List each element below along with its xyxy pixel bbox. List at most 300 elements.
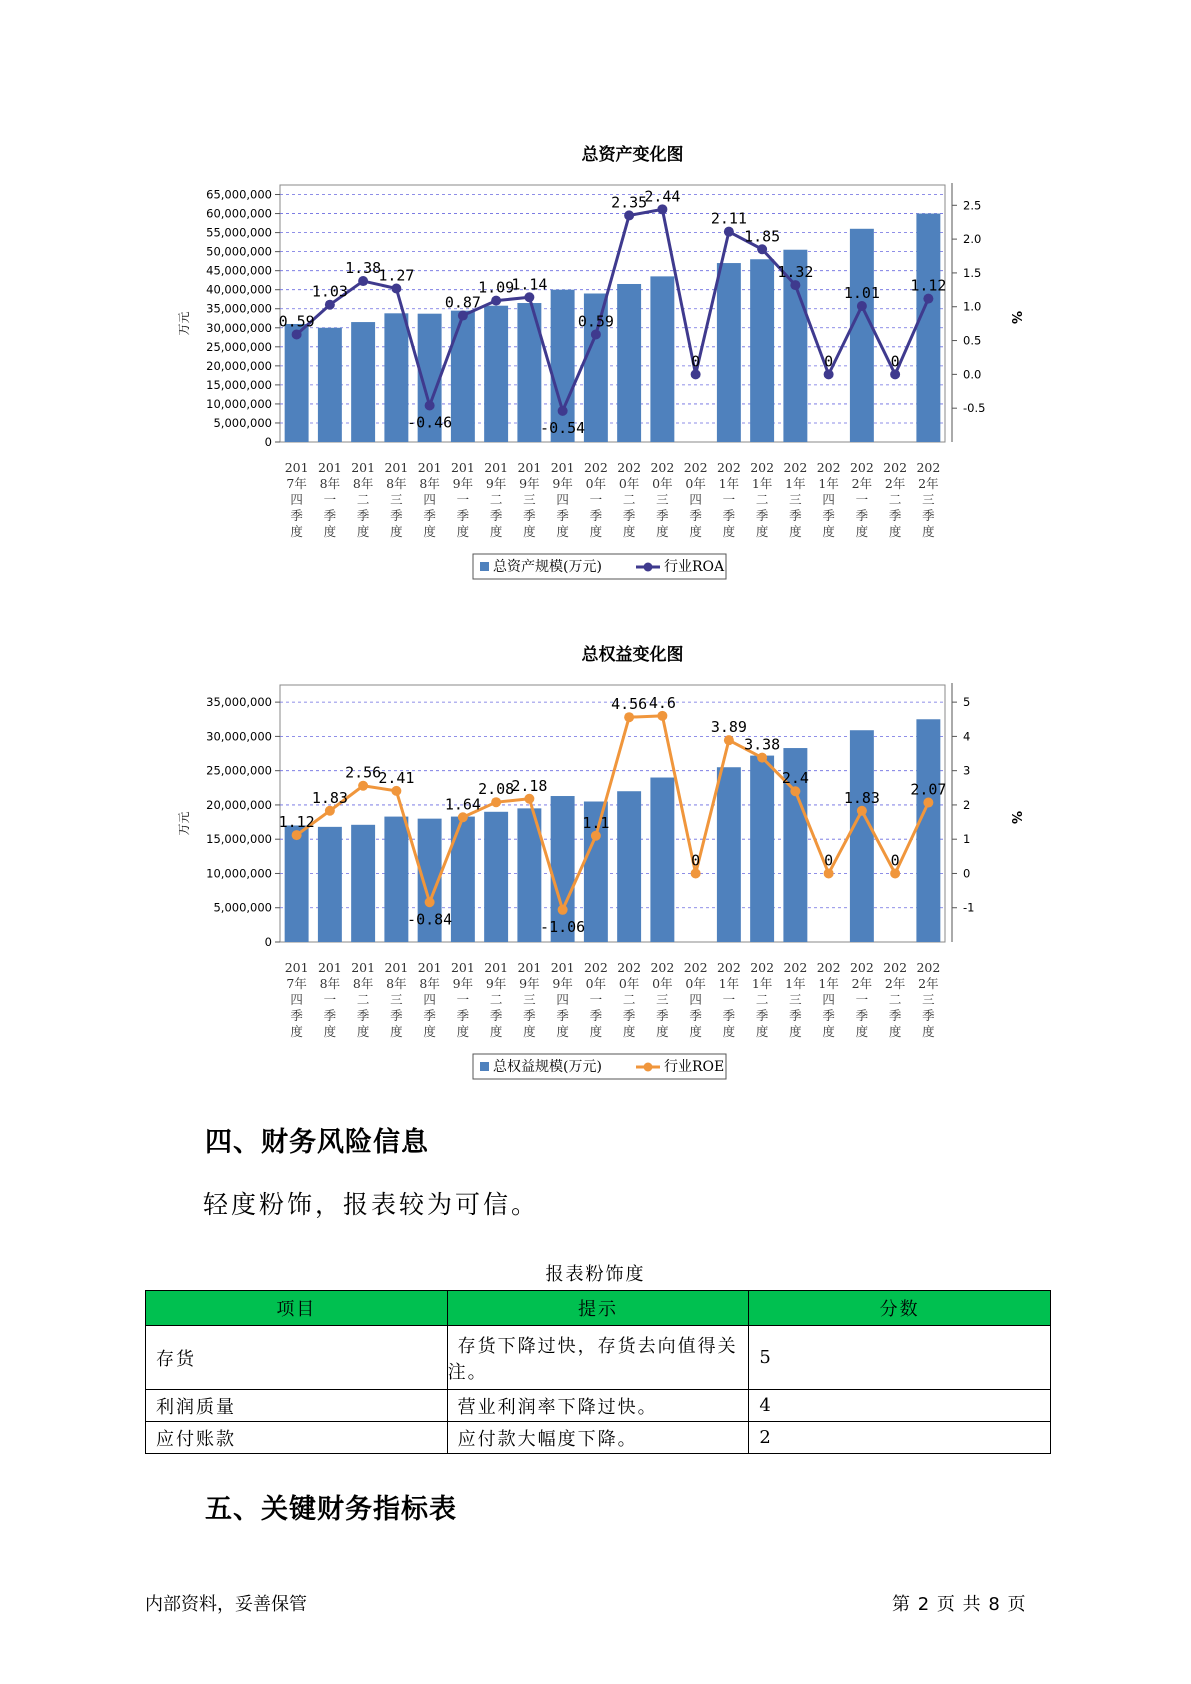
- x-tick-label: 季: [855, 508, 869, 523]
- x-tick-label: 202: [750, 460, 775, 475]
- x-tick-label: 季: [523, 508, 536, 523]
- x-tick-label: 二: [755, 992, 769, 1007]
- x-tick-label: 季: [290, 1008, 303, 1023]
- bar: [850, 229, 874, 442]
- x-tick-label: 三: [789, 492, 802, 507]
- cell-item: 应付账款: [146, 1422, 448, 1454]
- bar: [650, 276, 674, 442]
- x-tick-label: 202: [916, 960, 941, 975]
- y2-tick-label: 5: [963, 695, 971, 710]
- x-tick-label: 8年: [419, 976, 440, 991]
- cell-hint: [447, 1326, 749, 1390]
- y2-tick-label: 0.5: [963, 333, 982, 348]
- y-tick-label: 15,000,000: [206, 377, 272, 392]
- section-heading-key-indicators: 五、关键财务指标表: [205, 1494, 457, 1525]
- x-tick-label: 季: [323, 1008, 337, 1023]
- line-point: [458, 812, 468, 822]
- x-tick-label: 202: [883, 960, 908, 975]
- data-label: 2.11: [710, 209, 747, 228]
- bar: [484, 306, 508, 442]
- y-tick-label: 45,000,000: [206, 263, 272, 278]
- data-label: 2.18: [511, 776, 548, 795]
- x-tick-label: 202: [783, 960, 808, 975]
- x-tick-label: 201: [317, 960, 342, 975]
- x-tick-label: 度: [755, 524, 769, 539]
- y-tick-label: 0: [264, 435, 272, 449]
- x-tick-label: 季: [323, 508, 337, 523]
- x-tick-label: 201: [384, 460, 409, 475]
- table-row: [146, 1326, 1051, 1390]
- x-tick-label: 二: [622, 992, 636, 1007]
- x-tick-label: 9年: [485, 976, 507, 991]
- bar: [451, 311, 475, 442]
- x-tick-label: 季: [523, 1008, 536, 1023]
- line-point: [657, 711, 667, 721]
- x-tick-label: 季: [589, 1008, 603, 1023]
- x-tick-label: 一: [855, 492, 869, 507]
- x-tick-label: 度: [423, 524, 436, 539]
- y-tick-label: 20,000,000: [206, 358, 272, 373]
- data-label: 0: [691, 352, 701, 371]
- cell-hint: 应付款大幅度下降。: [447, 1422, 749, 1454]
- y-tick-label: 55,000,000: [206, 225, 272, 240]
- x-tick-label: 度: [789, 1024, 802, 1039]
- x-tick-label: 1年: [751, 476, 773, 491]
- total-assets-chart: [0, 130, 1191, 590]
- line-point: [425, 400, 435, 410]
- x-tick-label: 四: [556, 992, 569, 1007]
- x-tick-label: 季: [922, 508, 935, 523]
- line-point: [724, 735, 734, 745]
- data-label: 3.38: [744, 735, 781, 754]
- x-tick-label: 季: [822, 1008, 835, 1023]
- x-tick-label: 度: [423, 1024, 436, 1039]
- x-tick-label: 二: [888, 492, 902, 507]
- bar: [916, 214, 940, 442]
- y-tick-label: 20,000,000: [206, 797, 272, 812]
- line-point: [923, 798, 933, 808]
- x-tick-label: 8年: [386, 976, 407, 991]
- y-tick-label: 10,000,000: [206, 396, 272, 411]
- data-label: 2.35: [611, 193, 648, 212]
- y2-tick-label: 2: [963, 797, 971, 812]
- x-tick-label: 季: [755, 1008, 769, 1023]
- x-tick-label: 201: [284, 960, 309, 975]
- x-tick-label: 度: [622, 524, 636, 539]
- x-tick-label: 0年: [652, 476, 673, 491]
- x-tick-label: 季: [423, 1008, 436, 1023]
- x-tick-label: 度: [888, 1024, 902, 1039]
- x-tick-label: 三: [656, 992, 669, 1007]
- x-tick-label: 度: [523, 524, 536, 539]
- x-tick-label: 季: [722, 508, 736, 523]
- line-point: [857, 806, 867, 816]
- x-tick-label: 0年: [585, 976, 607, 991]
- y2-tick-label: 2.0: [963, 232, 982, 247]
- x-tick-label: 度: [822, 1024, 835, 1039]
- x-tick-label: 度: [722, 1024, 736, 1039]
- bar: [717, 767, 741, 942]
- cell-hint-line: 注。: [447, 1361, 488, 1383]
- bar: [850, 730, 874, 942]
- x-tick-label: 三: [656, 492, 669, 507]
- x-tick-label: 202: [617, 960, 642, 975]
- line-point: [591, 831, 601, 841]
- data-label: 2.56: [345, 763, 382, 782]
- x-tick-label: 度: [589, 524, 603, 539]
- data-label: -0.84: [407, 910, 453, 929]
- footer-confidential-note: 内部资料，妥善保管: [145, 1594, 307, 1615]
- x-tick-label: 9年: [552, 976, 573, 991]
- data-label: -0.46: [407, 413, 453, 432]
- chart-title: 总权益变化图: [581, 645, 684, 665]
- line-point: [358, 276, 368, 286]
- x-tick-label: 202: [916, 460, 941, 475]
- line-point: [657, 204, 667, 214]
- x-tick-label: 201: [484, 960, 509, 975]
- data-label: 2.4: [781, 769, 809, 788]
- x-tick-label: 季: [689, 1008, 702, 1023]
- x-tick-label: 季: [456, 1008, 470, 1023]
- x-tick-label: 季: [390, 508, 403, 523]
- x-tick-label: 季: [656, 1008, 669, 1023]
- x-tick-label: 8年: [352, 976, 374, 991]
- line-point: [325, 806, 335, 816]
- table-row: [146, 1422, 1051, 1454]
- table-caption: 报表粉饰度: [545, 1264, 646, 1285]
- x-tick-label: 二: [489, 492, 503, 507]
- data-label: 1.27: [378, 266, 415, 285]
- x-tick-label: 二: [489, 992, 503, 1007]
- x-tick-label: 季: [855, 1008, 869, 1023]
- y-tick-label: 10,000,000: [206, 866, 272, 881]
- x-tick-label: 度: [290, 524, 303, 539]
- data-label: 2.41: [378, 768, 415, 787]
- data-label: 1.03: [311, 282, 348, 301]
- line-point: [558, 406, 568, 416]
- data-label: 1.83: [843, 788, 880, 807]
- x-tick-label: 201: [284, 460, 309, 475]
- table-row: [146, 1390, 1051, 1422]
- x-tick-label: 0年: [685, 976, 706, 991]
- x-tick-label: 202: [883, 460, 908, 475]
- x-tick-label: 季: [755, 508, 769, 523]
- table-header-row: [146, 1291, 1051, 1326]
- y-tick-label: 35,000,000: [206, 301, 272, 316]
- legend-label-line: 行业ROA: [664, 559, 725, 575]
- column-header-item: 项目: [146, 1291, 448, 1326]
- x-tick-label: 1年: [818, 476, 839, 491]
- bar: [617, 791, 641, 942]
- x-tick-label: 度: [722, 524, 736, 539]
- x-tick-label: 度: [456, 1024, 470, 1039]
- x-tick-label: 度: [523, 1024, 536, 1039]
- data-label: 1.85: [744, 227, 781, 246]
- data-label: 1.83: [311, 788, 348, 807]
- bar: [351, 322, 375, 442]
- x-tick-label: 四: [689, 492, 702, 507]
- line-point: [458, 311, 468, 321]
- x-tick-label: 二: [888, 992, 902, 1007]
- x-tick-label: 201: [550, 960, 575, 975]
- cell-hint-line: 存货下降过快，存货去向值得关: [457, 1335, 738, 1357]
- x-tick-label: 8年: [386, 476, 407, 491]
- y-tick-label: 65,000,000: [206, 187, 272, 202]
- x-tick-label: 度: [855, 524, 869, 539]
- bar: [750, 259, 774, 442]
- x-tick-label: 9年: [552, 476, 573, 491]
- bar: [285, 324, 309, 442]
- x-tick-label: 度: [356, 524, 370, 539]
- line-point: [358, 781, 368, 791]
- data-label: 0: [890, 851, 900, 870]
- line-point: [491, 797, 501, 807]
- data-label: 2.07: [910, 780, 947, 799]
- column-header-score: 分数: [749, 1291, 1051, 1326]
- line-point: [591, 329, 601, 339]
- data-label: 4.6: [648, 693, 676, 712]
- x-tick-label: 1年: [718, 976, 740, 991]
- line-point: [824, 369, 834, 379]
- x-tick-label: 一: [589, 992, 603, 1007]
- y2-tick-label: 1.5: [963, 265, 982, 280]
- x-tick-label: 季: [622, 508, 636, 523]
- x-tick-label: 四: [423, 492, 436, 507]
- x-tick-label: 201: [550, 460, 575, 475]
- y2-tick-label: 1: [963, 832, 971, 847]
- x-tick-label: 一: [722, 492, 736, 507]
- bar: [318, 827, 342, 942]
- data-label: 1.64: [444, 795, 481, 814]
- y2-tick-label: 3: [963, 763, 971, 778]
- x-tick-label: 四: [556, 492, 569, 507]
- x-tick-label: 8年: [319, 476, 341, 491]
- line-point: [624, 210, 634, 220]
- x-tick-label: 202: [683, 960, 708, 975]
- line-point: [624, 712, 634, 722]
- x-tick-label: 201: [517, 460, 542, 475]
- x-tick-label: 1年: [818, 976, 839, 991]
- x-tick-label: 201: [417, 460, 442, 475]
- x-tick-label: 二: [622, 492, 636, 507]
- line-point: [524, 794, 534, 804]
- line-point: [691, 868, 701, 878]
- x-tick-label: 三: [523, 492, 536, 507]
- x-tick-label: 季: [489, 1008, 503, 1023]
- bar: [717, 263, 741, 442]
- x-tick-label: 二: [356, 492, 370, 507]
- y2-tick-label: 0: [963, 866, 971, 881]
- x-tick-label: 度: [390, 1024, 403, 1039]
- x-tick-label: 度: [356, 1024, 370, 1039]
- x-tick-label: 度: [922, 524, 935, 539]
- y-tick-label: 0: [264, 935, 272, 949]
- x-tick-label: 9年: [452, 476, 474, 491]
- x-tick-label: 度: [622, 1024, 636, 1039]
- line-point: [292, 329, 302, 339]
- bar: [650, 778, 674, 942]
- x-tick-label: 季: [423, 508, 436, 523]
- data-label: -0.54: [540, 418, 586, 437]
- line-point: [923, 294, 933, 304]
- x-tick-label: 2年: [851, 476, 873, 491]
- x-tick-label: 9年: [452, 976, 474, 991]
- x-tick-label: 三: [523, 992, 536, 1007]
- x-tick-label: 季: [290, 508, 303, 523]
- x-tick-label: 7年: [286, 976, 307, 991]
- x-tick-label: 四: [689, 992, 702, 1007]
- x-tick-label: 9年: [519, 476, 540, 491]
- x-tick-label: 季: [789, 508, 802, 523]
- bar: [351, 825, 375, 942]
- y2-tick-label: 1.0: [963, 299, 982, 314]
- data-label: 0: [691, 851, 701, 870]
- data-label: 2.44: [644, 187, 681, 206]
- window-dressing-table: [145, 1290, 1051, 1454]
- data-label: 4.56: [611, 695, 648, 714]
- x-tick-label: 四: [423, 992, 436, 1007]
- x-tick-label: 季: [489, 508, 503, 523]
- x-tick-label: 201: [317, 460, 342, 475]
- x-tick-label: 二: [356, 992, 370, 1007]
- line-point: [790, 280, 800, 290]
- x-tick-label: 三: [390, 492, 403, 507]
- x-tick-label: 1年: [751, 976, 773, 991]
- x-tick-label: 季: [689, 508, 702, 523]
- x-tick-label: 202: [783, 460, 808, 475]
- x-tick-label: 201: [351, 460, 376, 475]
- x-tick-label: 四: [290, 992, 303, 1007]
- x-tick-label: 一: [589, 492, 603, 507]
- bar: [916, 719, 940, 942]
- x-tick-label: 四: [290, 492, 303, 507]
- bar: [750, 756, 774, 942]
- legend-swatch-bar: [480, 1062, 489, 1071]
- y-axis-label: 万元: [177, 811, 191, 836]
- x-tick-label: 8年: [319, 976, 341, 991]
- x-tick-label: 202: [716, 960, 741, 975]
- footer-page-number: 第 2 页 共 8 页: [892, 1594, 1027, 1615]
- line-point: [391, 786, 401, 796]
- data-label: 0.59: [278, 312, 315, 331]
- line-point: [724, 227, 734, 237]
- cell-hint: 营业利润率下降过快。: [447, 1390, 749, 1422]
- x-tick-label: 季: [456, 508, 470, 523]
- line-point: [325, 300, 335, 310]
- legend-swatch-point: [644, 563, 653, 572]
- y2-tick-label: 4: [963, 729, 971, 744]
- x-tick-label: 一: [456, 992, 470, 1007]
- x-tick-label: 季: [356, 1008, 370, 1023]
- x-tick-label: 8年: [352, 476, 374, 491]
- line-point: [790, 786, 800, 796]
- x-tick-label: 度: [888, 524, 902, 539]
- x-tick-label: 一: [456, 492, 470, 507]
- section-heading-financial-risk: 四、财务风险信息: [205, 1127, 429, 1158]
- x-tick-label: 1年: [785, 976, 806, 991]
- x-tick-label: 度: [456, 524, 470, 539]
- x-tick-label: 1年: [718, 476, 740, 491]
- x-tick-label: 度: [290, 1024, 303, 1039]
- data-label: 1.12: [278, 813, 315, 832]
- x-tick-label: 度: [390, 524, 403, 539]
- x-tick-label: 2年: [884, 976, 906, 991]
- x-tick-label: 度: [656, 524, 669, 539]
- x-tick-label: 季: [556, 1008, 569, 1023]
- x-tick-label: 202: [617, 460, 642, 475]
- data-label: 1.32: [777, 263, 814, 282]
- line-point: [757, 753, 767, 763]
- y-tick-label: 25,000,000: [206, 339, 272, 354]
- x-tick-label: 季: [390, 1008, 403, 1023]
- y-tick-label: 50,000,000: [206, 244, 272, 259]
- y2-axis-label: %: [1008, 810, 1023, 825]
- x-tick-label: 2年: [851, 976, 873, 991]
- legend-swatch-point: [644, 1063, 653, 1072]
- x-tick-label: 一: [323, 492, 337, 507]
- x-tick-label: 度: [589, 1024, 603, 1039]
- data-label: 2.08: [478, 780, 515, 799]
- y-tick-label: 40,000,000: [206, 282, 272, 297]
- y2-tick-label: -0.5: [963, 401, 986, 416]
- x-tick-label: 三: [390, 992, 403, 1007]
- legend-label-bar: 总权益规模(万元): [493, 1059, 602, 1075]
- x-tick-label: 度: [922, 1024, 935, 1039]
- data-label: 1.1: [582, 813, 610, 832]
- cell-item: 利润质量: [146, 1390, 448, 1422]
- x-tick-label: 201: [417, 960, 442, 975]
- cell-score: 5: [749, 1326, 1051, 1390]
- y-tick-label: 15,000,000: [206, 832, 272, 847]
- x-tick-label: 9年: [485, 476, 507, 491]
- x-tick-label: 度: [556, 1024, 569, 1039]
- x-tick-label: 202: [849, 460, 874, 475]
- x-tick-label: 三: [789, 992, 802, 1007]
- x-tick-label: 季: [789, 1008, 802, 1023]
- x-tick-label: 季: [822, 508, 835, 523]
- column-header-hint: 提示: [447, 1291, 749, 1326]
- x-tick-label: 201: [384, 960, 409, 975]
- y-tick-label: 35,000,000: [206, 695, 272, 710]
- x-tick-label: 202: [583, 460, 608, 475]
- bar: [484, 812, 508, 942]
- x-tick-label: 三: [922, 992, 935, 1007]
- x-tick-label: 2年: [884, 476, 906, 491]
- line-point: [558, 905, 568, 915]
- bar: [617, 284, 641, 442]
- x-tick-label: 201: [450, 960, 475, 975]
- x-tick-label: 0年: [652, 976, 673, 991]
- data-label: 0.59: [577, 312, 614, 331]
- x-tick-label: 季: [888, 1008, 902, 1023]
- line-point: [491, 296, 501, 306]
- data-label: 0: [890, 352, 900, 371]
- x-tick-label: 202: [583, 960, 608, 975]
- y2-tick-label: -1: [963, 900, 975, 915]
- x-tick-label: 季: [888, 508, 902, 523]
- data-label: 1.38: [345, 259, 382, 278]
- x-tick-label: 四: [822, 992, 835, 1007]
- data-label: 1.12: [910, 276, 947, 295]
- y-tick-label: 25,000,000: [206, 763, 272, 778]
- x-tick-label: 2年: [918, 976, 939, 991]
- x-tick-label: 202: [849, 960, 874, 975]
- line-point: [292, 830, 302, 840]
- y2-tick-label: 2.5: [963, 198, 982, 213]
- x-tick-label: 0年: [618, 976, 640, 991]
- x-tick-label: 一: [855, 992, 869, 1007]
- x-tick-label: 202: [650, 460, 675, 475]
